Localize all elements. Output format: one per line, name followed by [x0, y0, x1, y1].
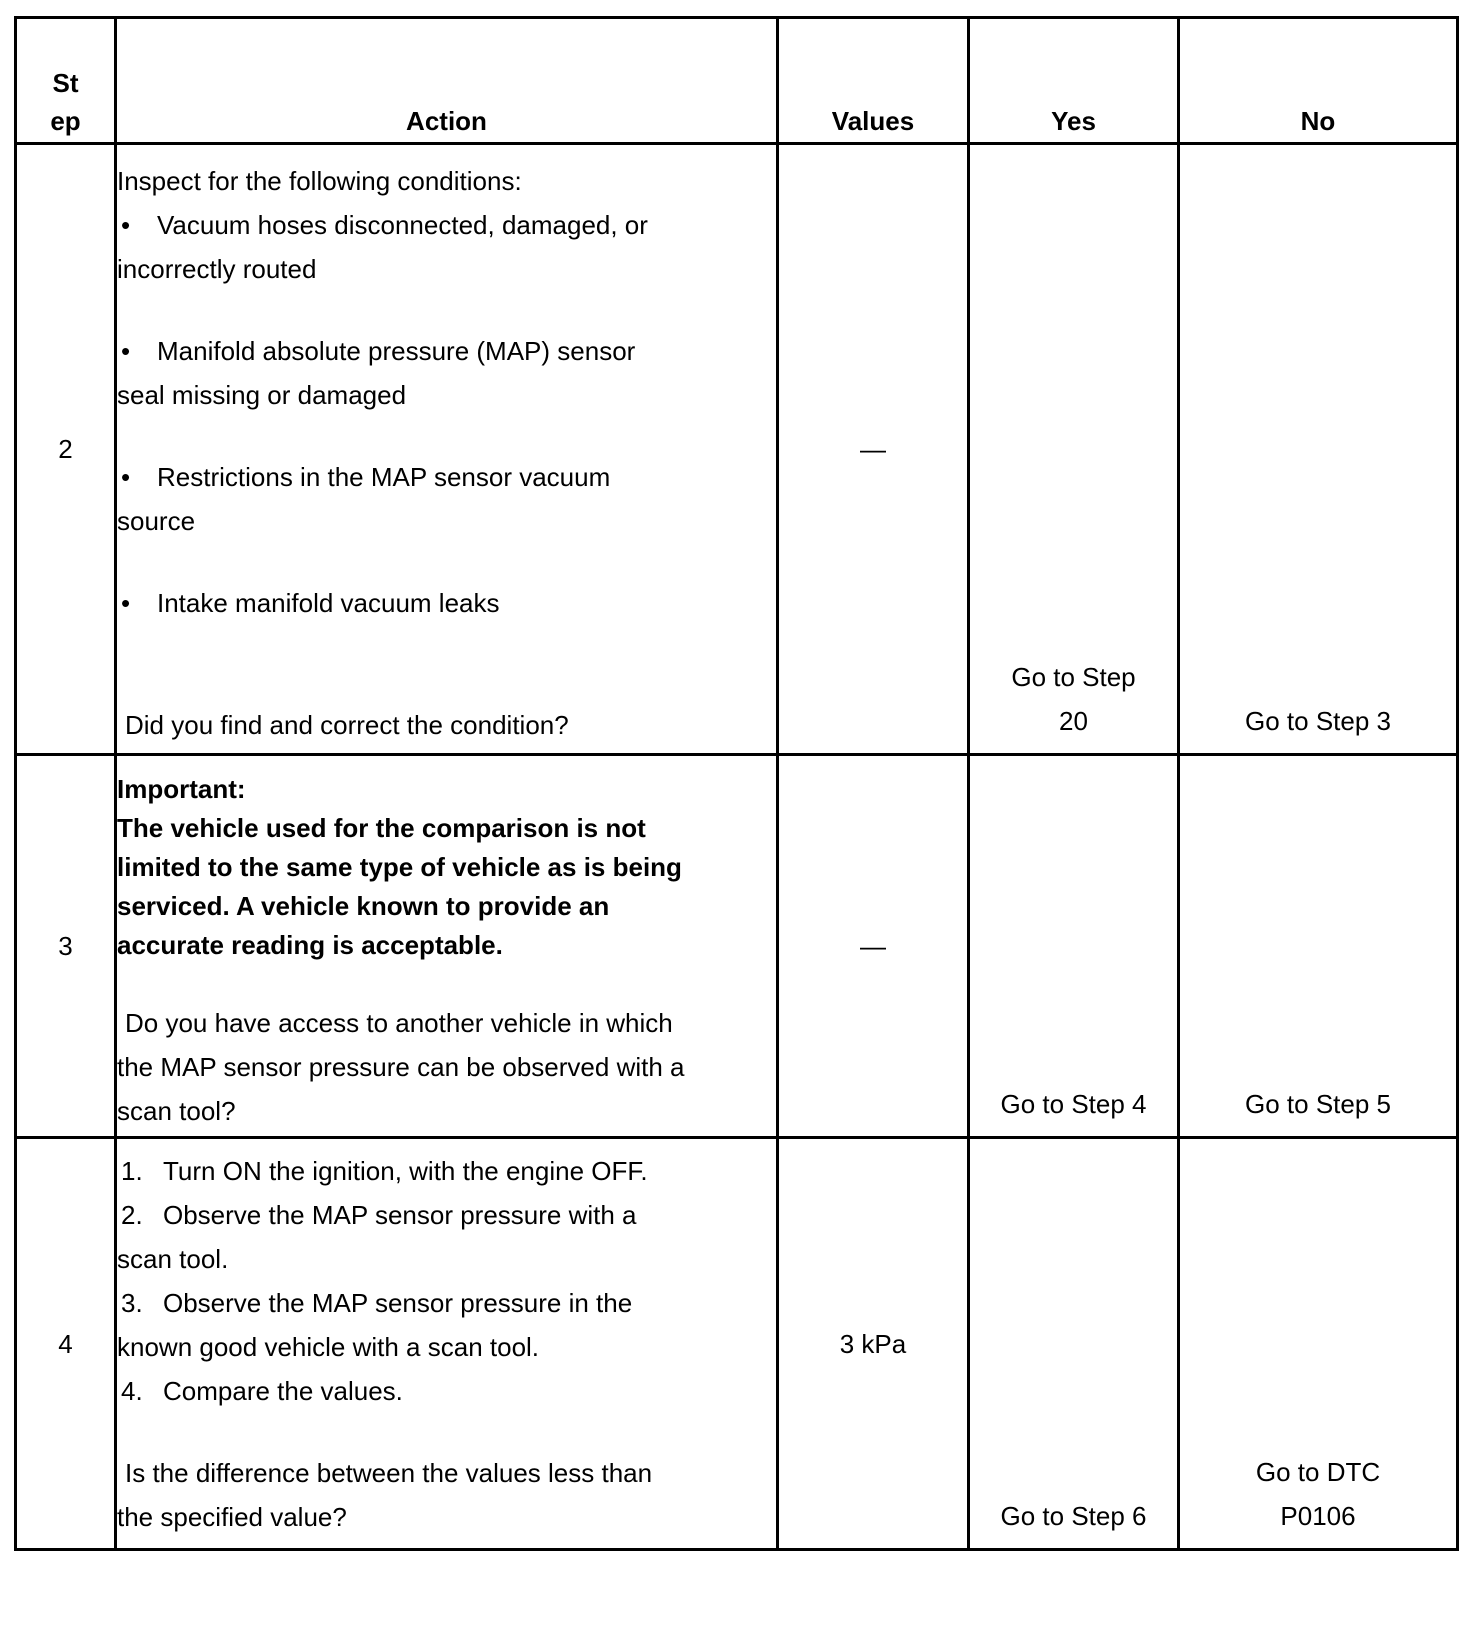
header-no: No [1179, 18, 1458, 144]
bullet-marker: • [121, 210, 131, 240]
important-line: serviced. A vehicle known to provide an [117, 891, 610, 921]
yes-line2: 20 [1059, 706, 1088, 736]
header-yes: Yes [969, 18, 1179, 144]
action-question-cont: the specified value? [117, 1502, 347, 1532]
list-item [117, 1281, 776, 1325]
action-cell [116, 144, 778, 755]
step-index: 3. [121, 1288, 143, 1318]
important-line: accurate reading is acceptable. [117, 930, 503, 960]
yes-cell [969, 755, 1179, 1138]
header-step-line1: St [52, 68, 79, 98]
header-action: Action [116, 18, 778, 144]
value-cell: — [778, 755, 969, 1138]
no-cell [1179, 755, 1458, 1138]
action-question-cont: scan tool? [117, 1096, 236, 1126]
bullet-text: Manifold absolute pressure (MAP) sensor [157, 336, 636, 366]
bullet-text: Vacuum hoses disconnected, damaged, or [157, 210, 648, 240]
bullet-text: Restrictions in the MAP sensor vacuum [157, 462, 611, 492]
header-row [16, 18, 1458, 144]
yes-cell [969, 1138, 1179, 1550]
bullet-marker: • [121, 588, 131, 618]
yes-text: Go to Step 6 [1000, 1501, 1147, 1531]
list-item [117, 581, 776, 625]
bullet-text: Intake manifold vacuum leaks [157, 588, 500, 618]
important-line: limited to the same type of vehicle as is being [117, 852, 682, 882]
list-item [117, 455, 776, 499]
no-cell [1179, 1138, 1458, 1550]
step-number: 4 [16, 1138, 116, 1550]
yes-cell [969, 144, 1179, 755]
header-step-line2: ep [50, 106, 81, 136]
table-row [16, 144, 1458, 755]
no-line2: P0106 [1280, 1501, 1356, 1531]
bullet-marker: • [121, 336, 131, 366]
step-text: Compare the values. [163, 1376, 403, 1406]
action-question: Do you have access to another vehicle in which [125, 1008, 673, 1038]
important-line: The vehicle used for the comparison is not [117, 813, 646, 843]
step-index: 1. [121, 1156, 143, 1186]
list-item [117, 1149, 776, 1193]
bullet-text-cont: incorrectly routed [117, 254, 317, 284]
value-cell: — [778, 144, 969, 755]
action-question-cont: the MAP sensor pressure can be observed with a [117, 1052, 685, 1082]
no-line1: Go to DTC [1255, 1457, 1381, 1487]
yes-line1: Go to Step [1011, 662, 1136, 692]
table-row [16, 755, 1458, 1138]
step-index: 4. [121, 1376, 143, 1406]
step-number: 2 [16, 144, 116, 755]
yes-text: Go to Step 4 [1000, 1089, 1147, 1119]
bullet-text-cont: source [117, 506, 196, 536]
step-text: Observe the MAP sensor pressure with a [163, 1200, 637, 1230]
list-item [117, 329, 776, 373]
action-cell [116, 1138, 778, 1550]
list-item [117, 1193, 776, 1237]
bullet-text-cont: seal missing or damaged [117, 380, 407, 410]
list-item [117, 203, 776, 247]
step-text: Turn ON the ignition, with the engine OFF. [163, 1156, 648, 1186]
list-item [117, 1369, 776, 1413]
important-label: Important: [117, 774, 246, 804]
action-question: Is the difference between the values less than [125, 1458, 653, 1488]
no-cell [1179, 144, 1458, 755]
action-cell [116, 755, 778, 1138]
header-values: Values [778, 18, 969, 144]
step-text-cont: known good vehicle with a scan tool. [117, 1332, 540, 1362]
diagnostic-table [14, 16, 1459, 1551]
step-number: 3 [16, 755, 116, 1138]
no-text: Go to Step 5 [1245, 1089, 1391, 1119]
step-text-cont: scan tool. [117, 1244, 229, 1274]
step-index: 2. [121, 1200, 143, 1230]
table-row [16, 1138, 1458, 1550]
header-step [16, 18, 116, 144]
step-text: Observe the MAP sensor pressure in the [163, 1288, 633, 1318]
value-cell: 3 kPa [778, 1138, 969, 1550]
action-question: Did you find and correct the condition? [125, 710, 569, 740]
action-intro: Inspect for the following conditions: [117, 166, 522, 196]
no-text: Go to Step 3 [1245, 706, 1391, 736]
bullet-marker: • [121, 462, 131, 492]
